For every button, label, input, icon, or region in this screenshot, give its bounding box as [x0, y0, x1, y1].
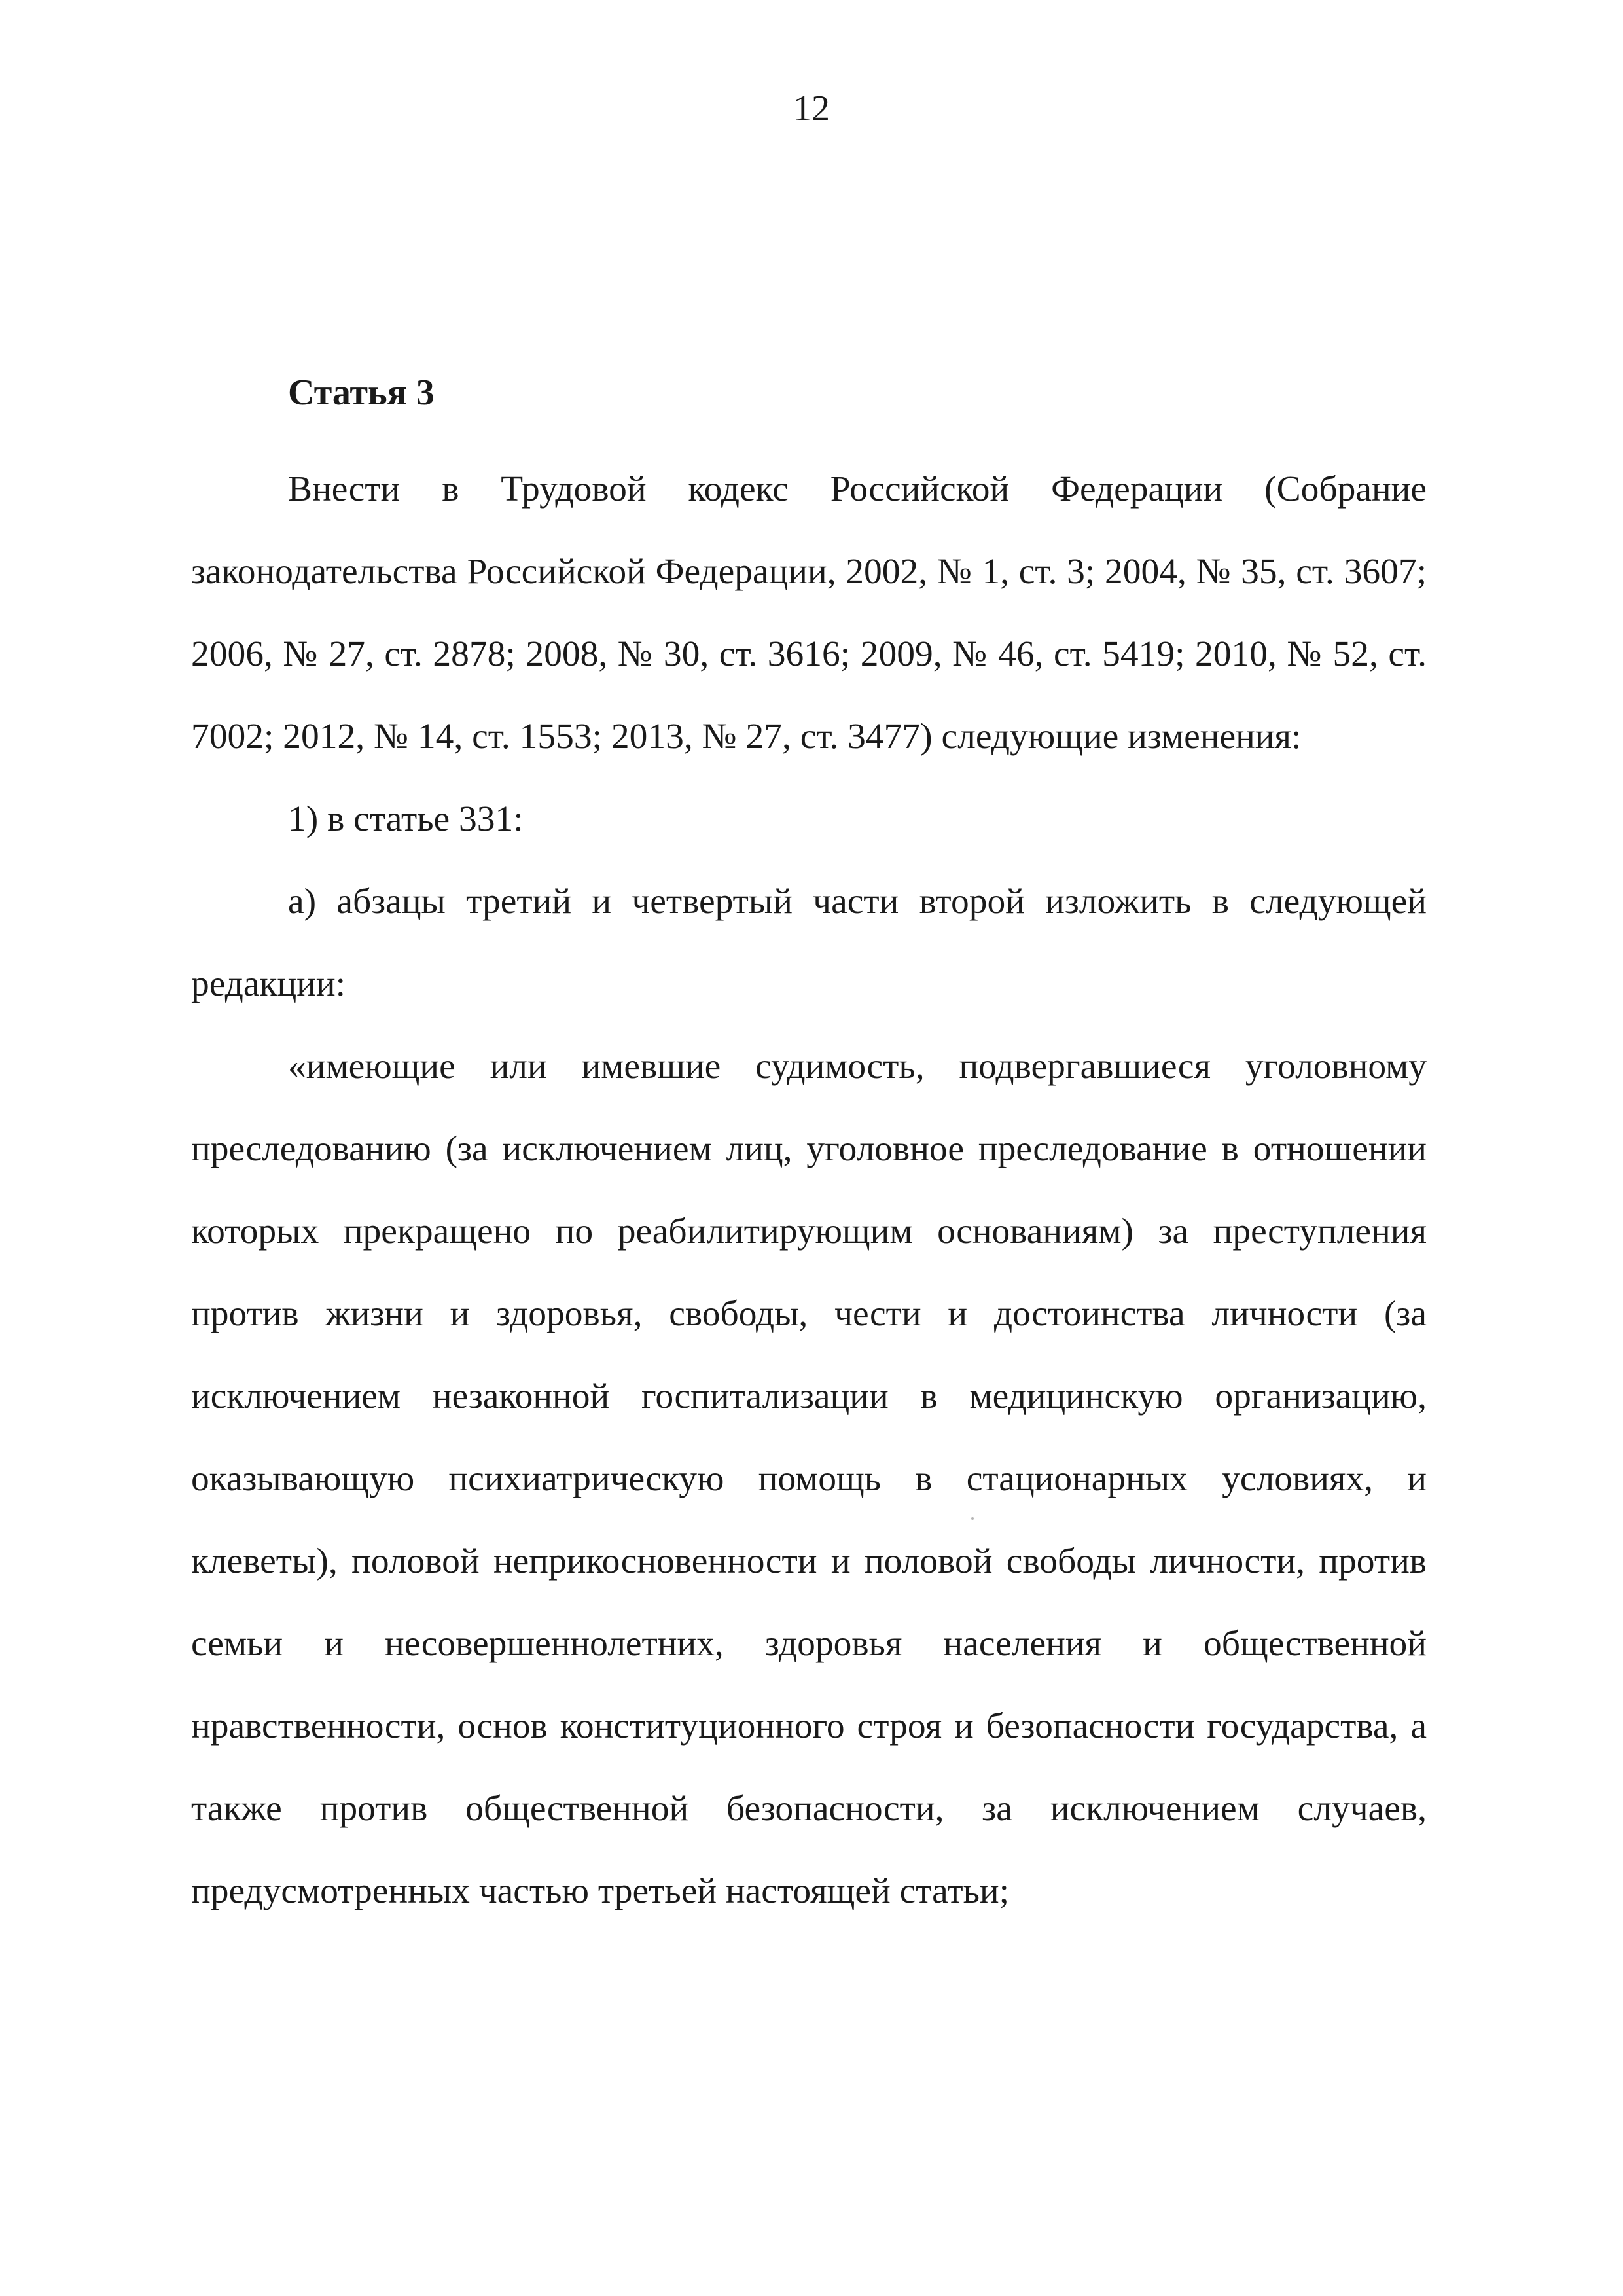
paragraph-quoted-text: «имеющие или имевшие судимость, подвергавшиеся уголовному преследованию (за исключением лиц, уголовное преследование в отношении которых прекращено по реабилитирующим основаниям) за преступления против жизни и здоровья, свободы, чести и достоинства личности (за исключением незаконной госпитализации в медицинскую организацию, оказывающую психиатрическую помощь в стационарных условиях, и клеветы), половой неприкосновенности и половой свободы личности, против семьи и несовершеннолетних, здоровья населения и общественной нравственности, основ конституционного строя и безопасности государства, а также против общественной безопасности, за исключением случаев, предусмотренных частью третьей настоящей статьи;	[191, 1047, 1427, 1911]
article-body	[191, 448, 1427, 1933]
page-number: 12	[793, 88, 830, 129]
paragraph-item-1a: а) абзацы третий и четвертый части второй изложить в следующей редакции:	[191, 882, 1427, 1004]
paragraph-item-1: 1) в статье 331:	[288, 799, 524, 839]
paragraph-intro: Внести в Трудовой кодекс Российской Федерации (Собрание законодательства Российской Федерации, 2002, № 1, ст. 3; 2004, № 35, ст. 3607; 2006, № 27, ст. 2878; 2008, № 30, ст. 3616; 2009, № 46, ст. 5419; 2010, № 52, ст. 7002; 2012, № 14, ст. 1553; 2013, № 27, ст. 3477) следующие изменения:	[191, 469, 1427, 757]
article-heading: Статья 3	[288, 372, 435, 413]
scan-speck	[971, 1517, 974, 1520]
